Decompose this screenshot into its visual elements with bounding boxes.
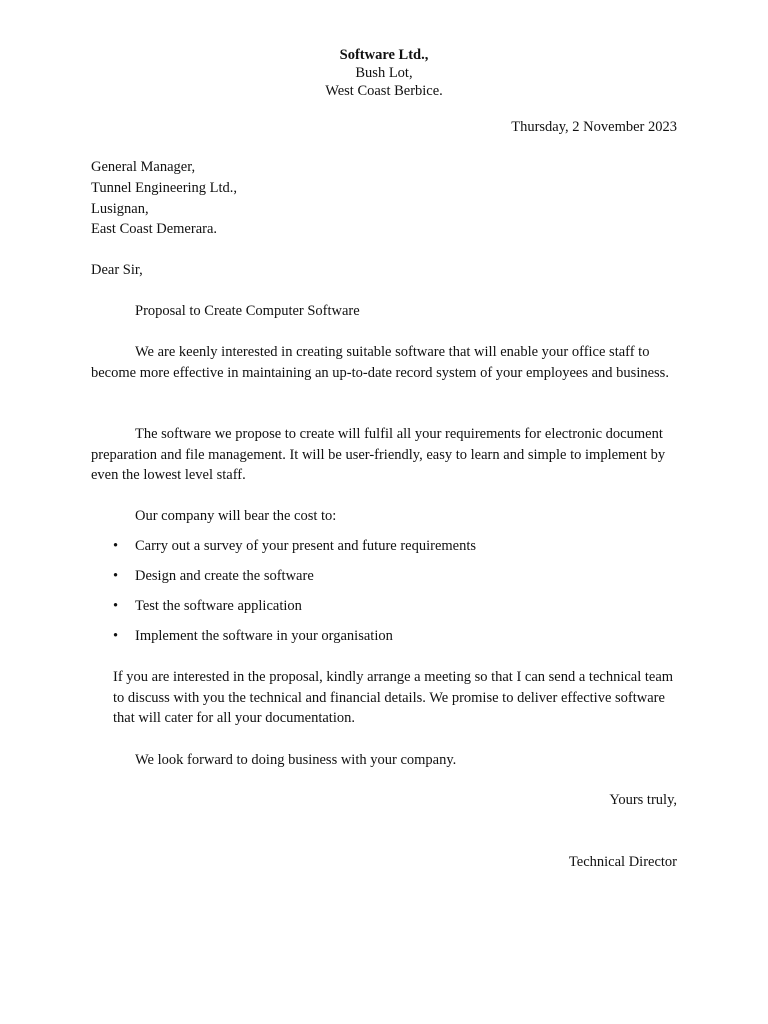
bullet-text: Implement the software in your organisation	[135, 628, 393, 644]
subject-line: Proposal to Create Computer Software	[135, 303, 360, 319]
recipient-line-4: East Coast Demerara.	[91, 221, 218, 237]
bullet-text: Design and create the software	[135, 568, 314, 584]
salutation: Dear Sir,	[91, 262, 143, 278]
body-paragraph-3: If you are interested in the proposal, kindly arrange a meeting so that I can send a technical team to discuss with you the technical and financial details. We promise to deliver effective software that will cater for all your documentation.	[113, 669, 674, 726]
bullet-icon: •	[113, 538, 119, 554]
signatory-title: Technical Director	[568, 854, 677, 870]
cost-intro: Our company will bear the cost to:	[135, 508, 337, 524]
body-paragraph-4: We look forward to doing business with your company.	[135, 752, 457, 768]
recipient-line-2: Tunnel Engineering Ltd.,	[91, 180, 238, 196]
sender-address-line-1: Bush Lot,	[355, 65, 413, 81]
bullet-text: Carry out a survey of your present and future requirements	[135, 538, 477, 554]
letter-date: Thursday, 2 November 2023	[511, 119, 677, 135]
closing: Yours truly,	[609, 792, 677, 808]
recipient-line-1: General Manager,	[91, 159, 196, 175]
bullet-icon: •	[113, 568, 119, 584]
body-paragraph-1: We are keenly interested in creating suitable software that will enable your office staff to become more effective in maintaining an up-to-date record system of your employees and business.	[91, 344, 669, 381]
sender-company: Software Ltd.,	[339, 47, 429, 63]
bullet-icon: •	[113, 628, 119, 644]
recipient-line-3: Lusignan,	[91, 201, 149, 217]
sender-address-line-2: West Coast Berbice.	[325, 83, 443, 99]
bullet-text: Test the software application	[135, 598, 302, 614]
body-paragraph-2: The software we propose to create will fulfil all your requirements for electronic document preparation and file management. It will be user-friendly, easy to learn and simple to implement by even the lowest level staff.	[91, 426, 666, 483]
bullet-icon: •	[113, 598, 119, 614]
